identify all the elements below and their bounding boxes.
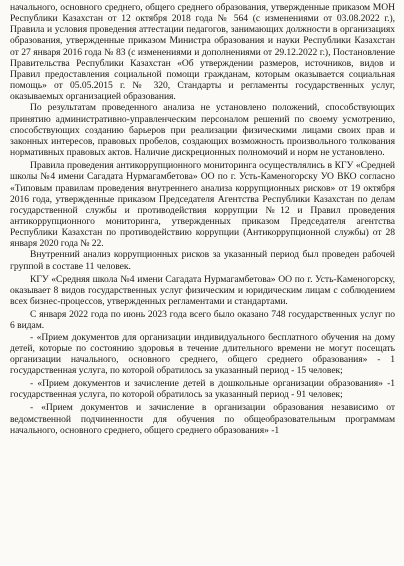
list-item-school-enrollment: - «Прием документов и зачисление в организации образования независимо от ведомственной подчиненности для обучения по общеобразовательным программам начального, основного среднего, общего среднего образования» -1 — [10, 402, 395, 436]
list-item-preschool-enrollment: - «Прием документов и зачисление детей в дошкольные организации образования» -1 государственная услуга, по которой обратилось за указанный период - 91 человек; — [10, 378, 395, 401]
paragraph-public-services: КГУ «Средняя школа №4 имени Сагадата Нурмагамбетова» ОО по г. Усть-Каменогорску, оказывает 8 видов государственных услуг физическим и юридическим лицам с соблюдением всех бизнес-процессов, утвержденных регламентами и стандартами. — [10, 273, 395, 308]
paragraph-monitoring-rules: Правила проведения антикоррупционного мониторинга осуществлялись в КГУ «Средней школы №4 имени Сагадата Нурмагамбетова» ОО по г. Усть-Каменогорску УО ВКО согласно «Типовым правилам проведения внутреннего анализа коррупционных рисков» от 19 октября 2016 года, утвержденные приказом Председателя Агентства Республики Казахстан по делам государственной службы и противодействия коррупции №12 и Правил проведения антикоррупционного мониторинга, утвержденных приказом Председателя агентства Республики Казахстан по противодействию коррупции (Антикоррупционной службы) от 28 января 2020 года № 22. — [10, 160, 395, 250]
list-item-home-schooling: - «Прием документов для организации индивидуального бесплатного обучения на дому детей, которые по состоянию здоровья в течение длительного времени не могут посещать организации начального, основного среднего, общего среднего образования» - 1 государственная услуга, по которой обратилось за указанный период - 15 человек; — [10, 331, 395, 376]
paragraph-normative-acts: начального, основного среднего, общего среднего образования, утвержденные приказом МОН Республики Казахстан от 12 октября 2018 года № 564 (с изменениями от 03.08.2022 г.), Правила и условия проведения аттестации педагогов, занимающих должности в организациях образования, утвержденные приказом Министра образования и науки Республики Казахстан от 27 января 2016 года № 83 (с изменениями и дополнениями от 29.12.2022 г.), Постановление Правительства Республики Казахстан «Об утверждении размеров, источников, видов и Правил предоставления социальной помощи гражданам, которым оказывается социальная помощь» от 05.05.2015 г. № 320, Стандарты и регламенты государственных услуг, оказываемых организацией образования. — [10, 2, 395, 103]
paragraph-services-total: С января 2022 года по июнь 2023 года всего было оказано 748 государственных услуг по 6 видам. — [10, 309, 395, 332]
paragraph-analysis-results: По результатам проведенного анализа не установлено положений, способствующих принятию административно-управленческим персоналом решений по своему усмотрению, способствующих созданию барьеров при реализации физическими лицами своих прав и законных интересов, правовых пробелов, создающих возможность произвольного толкования нормативных правовых актов. Наличие дискреционных полномочий и норм не установлено. — [10, 102, 395, 159]
paragraph-working-group: Внутренний анализ коррупционных рисков за указанный период был проведен рабочей группой в составе 11 человек. — [10, 249, 395, 272]
